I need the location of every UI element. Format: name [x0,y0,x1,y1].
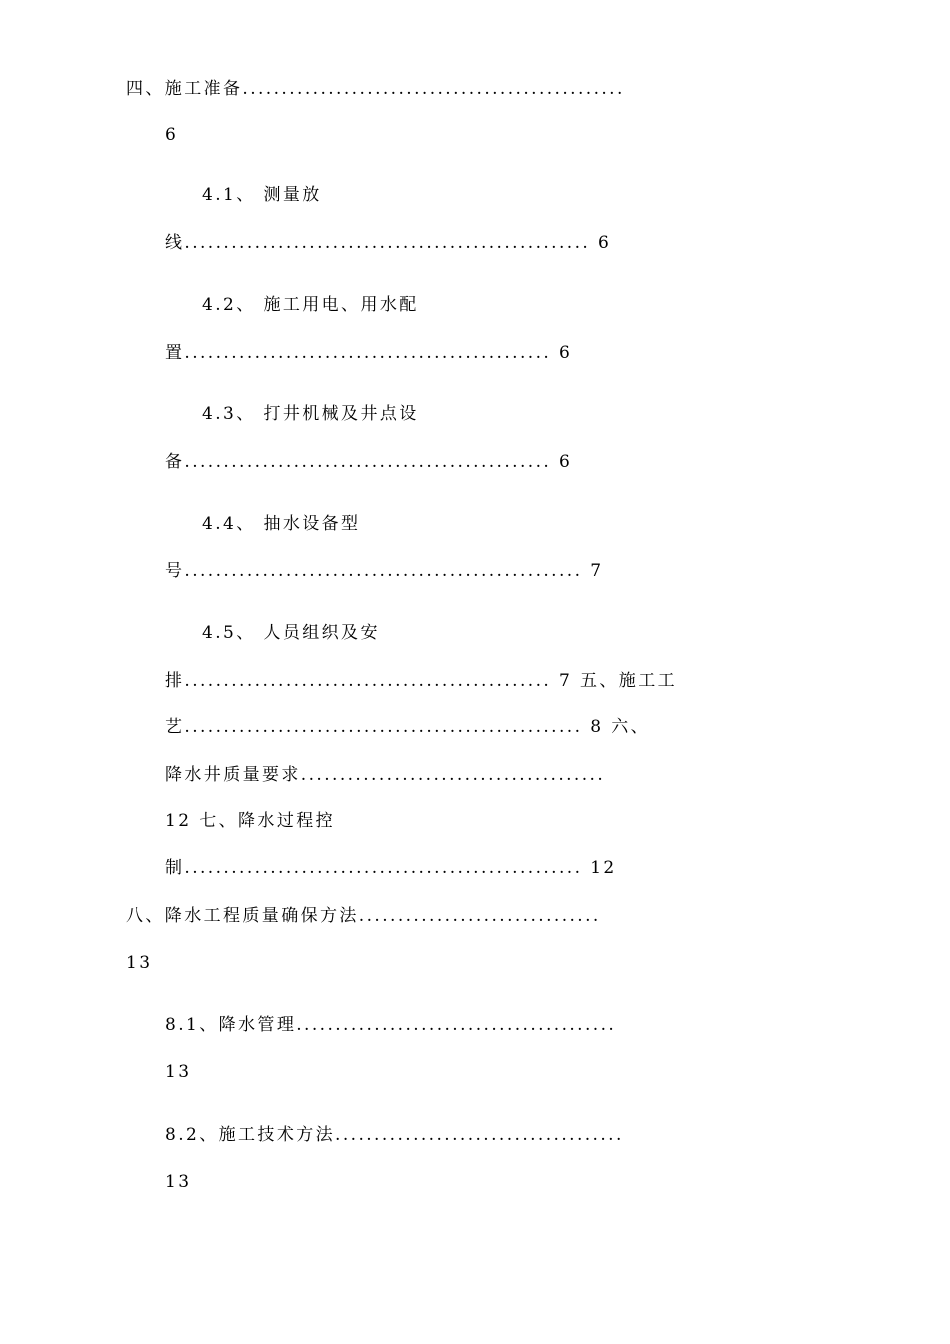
toc-item-4-2-cont: 置............................................... 6 [165,343,573,363]
toc-section-4: 四、施工准备................................................. [126,79,625,99]
toc-item-4-4: 4.4、 抽水设备型 [202,514,361,534]
toc-item-4-2: 4.2、 施工用电、用水配 [202,295,419,315]
toc-page-number: 13 [165,1062,192,1082]
toc-item-4-1: 4.1、 测量放 [202,185,322,205]
toc-item-8-2: 8.2、施工技术方法..................................... [165,1125,624,1145]
toc-section-5-cont: 艺................................................... 8 六、 [165,717,651,737]
toc-item-4-5: 4.5、 人员组织及安 [202,623,380,643]
toc-item-4-4-cont: 号................................................... 7 [165,561,604,581]
toc-item-4-3: 4.3、 打井机械及井点设 [202,404,419,424]
toc-item-4-3-cont: 备............................................... 6 [165,452,573,472]
toc-section-6: 降水井质量要求....................................... [165,765,606,785]
toc-page-number: 6 [165,125,179,145]
toc-item-4-5-cont: 排............................................... 7 五、施工工 [165,671,678,691]
toc-item-4-1-cont: 线.................................................... 6 [165,233,612,253]
toc-page-number: 13 [126,953,153,973]
toc-section-7-cont: 制................................................... 12 [165,858,617,878]
toc-item-8-1: 8.1、降水管理......................................... [165,1015,617,1035]
toc-section-8: 八、降水工程质量确保方法............................... [126,906,601,926]
toc-section-7: 12 七、降水过程控 [165,811,336,831]
toc-page-number: 13 [165,1172,192,1192]
